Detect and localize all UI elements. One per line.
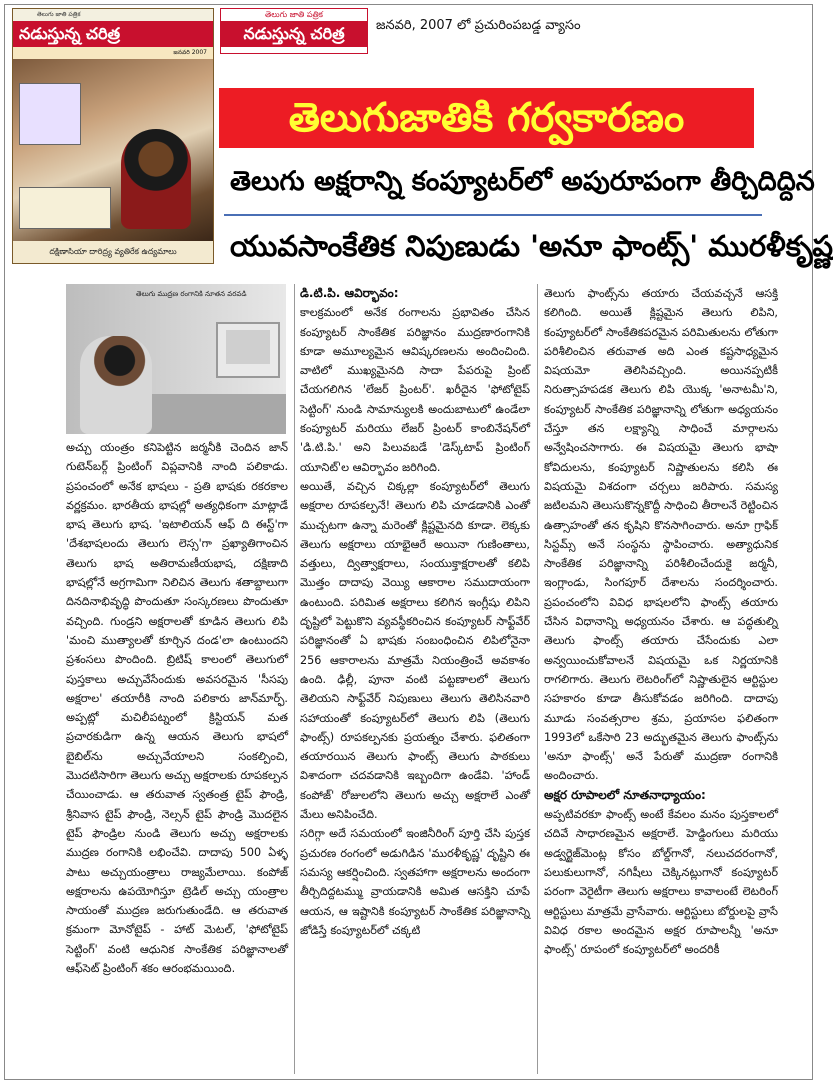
column2-paragraph-3: సరిగ్గా అదే సమయంలో ఇంజినీరింగ్ పూర్తి చేసి పుస్తక ప్రచురణ రంగంలో అడుగిడిన 'మురళీకృష్ణ' దృష్టిని ఈ సమస్య ఆకర్షించింది. స్వతహాగా అక్షరాలను అందంగా తీర్చిదిద్దటమ్ము వ్రాయడానికి అమిత ఆసక్తిని చూపే ఆయన, ఆ ఇష్టానికి కంప్యూటర్ సాంకేతిక పరిజ్ఞానాన్ని జోడిస్తే కంప్యూటర్‌లో చక్కటి [300, 827, 530, 937]
masthead-logo [220, 8, 368, 54]
cover-tagline: తెలుగు జాతి పత్రిక [13, 9, 213, 21]
portrait-figure [80, 336, 152, 434]
divider-rule [224, 214, 762, 216]
article-column-2 [300, 284, 530, 1074]
subheadline-1: తెలుగు అక్షరాన్ని కంప్యూటర్‌లో అపురూపంగా తీర్చిదిద్దిన [230, 166, 815, 197]
headline-banner: తెలుగుజాతికి గర్వకారణం [219, 88, 754, 148]
cover-inset-panel [19, 83, 81, 145]
computer-monitor [216, 322, 280, 378]
cover-date: జనవరి 2007 [13, 47, 213, 59]
subheadline-2: యువసాంకేతిక నిపుణుడు 'అనూ ఫాంట్స్' మురళీకృష్ణ [230, 229, 833, 263]
article-photo [66, 284, 286, 434]
magazine-cover [12, 8, 214, 264]
column2-paragraph-2: అయితే, వచ్చిన చిక్కల్లా కంప్యూటర్‌లో తెలుగు అక్షరాల రూపకల్పనే! తెలుగు లిపి చూడడానికి ఎంతో ముచ్చటగా ఉన్నా మరెంతో క్లిష్టమైనది కూడా. లెక్కకు తెలుగు అక్షరాలు యాభైఆరే అయినా గుణింతాలు, వత్తులు, ద్విత్వాక్షరాలు, సంయుక్తాక్షరాలతో కలిపి మొత్తం దాదాపు వెయ్యి ఆకారాల సముదాయంగా ఉంటుంది. పరిమిత అక్షరాలు కలిగిన ఇంగ్లీషు లిపిని దృష్టిలో పెట్టుకొని వ్యవస్థీకరించిన కంప్యూటర్ సాఫ్ట్‌వేర్ పరిజ్ఞానంతో ఏ భాషకు సంబంధించిన లిపిలోనైనా 256 ఆకారాలను మాత్రమే నియంత్రించే అవకాశం ఉంది. ఢిల్లీ, పూనా వంటి పట్టణాలలో తెలుగు తెలియని సాఫ్ట్‌వేర్ నిపుణులు తెలుగు తెలిసినవారి సహాయంతో కంప్యూటర్‌లో తెలుగు లిపి (తెలుగు ఫాంట్స్) రూపకల్పనకు ప్రయత్నం చేశారు. ఫలితంగా తయారయిన తెలుగు ఫాంట్స్ తెలుగు పాఠకులు విశాదంగా చదవడానికి ఇబ్బందిగా ఉండేవి. 'హాండ్ కంపోజ్' రోజులలోని తెలుగు అచ్చు అక్షరాలే ఎంతో మేలు అనిపించేది. [300, 479, 530, 822]
column-divider-2 [537, 284, 538, 1074]
column2-paragraph-1: కాలక్రమంలో అనేక రంగాలను ప్రభావితం చేసిన కంప్యూటర్ సాంకేతిక పరిజ్ఞానం ముద్రణారంగానికి కూడా అమూల్యమైన ఆవిష్కరణలను అందించింది. వాటిలో ముఖ్యమైనది సాదా పేపరుపై ప్రింట్ చేయగలిగిన 'లేజర్ ప్రింటర్'. ఖరీదైన 'ఫోటోటైప్ సెట్టింగ్' నుండి సామాన్యులకి అందుబాటులో ఉండేలా కంప్యూటర్ మరియు లేజర్ ప్రింటర్ కాంబినేషన్‌లో 'డి.టి.పి.' అని పిలువబడే 'డెస్క్‌టాప్ ప్రింటింగ్ యూనిట్'ల ఆవిర్భావం జరిగింది. [300, 306, 530, 474]
desk [146, 394, 286, 434]
column-divider-1 [294, 284, 295, 1074]
masthead-tagline: తెలుగు జాతి పత్రిక [265, 10, 323, 19]
cover-photo [13, 59, 213, 241]
article-column-1 [66, 438, 288, 1074]
cover-masthead: నడుస్తున్న చరిత్ర [13, 21, 213, 47]
publication-note: జనవరి, 2007 లో ప్రచురింపబడ్డ వ్యాసం [376, 18, 581, 33]
column2-heading: డి.టి.పి. ఆవిర్భావం: [300, 286, 399, 300]
column3-heading: అక్షర రూపాలలో నూతనాధ్యాయం: [544, 787, 706, 802]
column3-paragraph-2: అప్పటివరకూ ఫాంట్స్ అంటే కేవలం మనం పుస్తకాలలో చదివే సాధారణమైన అక్షరాలే. హెడ్డింగులు మరియు అడ్వర్టైజ్‌మెంట్ల కోసం బోల్డ్‌గానో, నలుచదరంగానో, పలుకులుగానో, నగిషీలు చెక్కినట్లుగానో కంప్యూటర్ పరంగా వెరైటీగా తెలుగు అక్షరాలు కావాలంటే లెటరింగ్ ఆర్టిస్టులు మాత్రమే వ్రాసేవారు. ఆర్టిస్టులు బోర్డులపై వ్రాసే వివిధ రకాల అందమైన అక్షర రూపాలన్నీ 'అనూ ఫాంట్స్' రూపంలో కంప్యూటర్‌లో అందరికీ [544, 808, 778, 957]
column1-paragraph-1: అచ్చు యంత్రం కనిపెట్టిన జర్మనీకి చెందిన జాన్ గుటెన్‌బర్గ్ ప్రింటింగ్ విప్లవానికి నాంది పలికాడు. ప్రపంచంలో అనేక భాషలు - ప్రతి భాషకు రకరకాల వర్ణక్రమం. భారతీయ భాషల్లో అత్యధికంగా మాట్లాడే భాష తెలుగు భాష. 'ఇటాలియన్ ఆఫ్ ది ఈస్ట్'గా 'దేశభాషలందు తెలుగు లెస్స'గా ప్రఖ్యాతిగాంచిన తెలుగు భాష అతిరామణీయభాష, దక్షిణాది భాషల్లోనే అగ్రగామిగా నిలిచిన తెలుగు శతాబ్దాలుగా దినదినాభివృద్ధి పొందుతూ సంస్కరణలు పొందుతూ వచ్చింది. గుండ్రని అక్షరాలతో కూడిన తెలుగు లిపి 'మంచి ముత్యాలతో కూర్చిన దండ'లా ఉంటుందని ప్రశంసలు పొందింది. బ్రిటిష్ కాలంలో తెలుగులో పుస్తకాలు అచ్చువేసేందుకు అవసరమైన 'సీసపు అక్షరాల' తయారీకి నాంది పలికారు జాన్‌మార్ఫ్. అప్పట్లో మచిలీపట్నంలో క్రిస్టియన్ మత ప్రచారకుడిగా ఉన్న ఆయన తెలుగు భాషలో బైబిల్‌ను అచ్చువేయాలని సంకల్పించి, మొదటిసారిగా తెలుగు అచ్చు అక్షరాలకు రూపకల్పన చేయించాడు. ఆ తరువాత స్వతంత్ర టైప్ ఫౌండ్రి, శ్రీనివాస టైప్ ఫౌండ్రి, నెల్సన్ టైప్ ఫౌండ్రి మొదలైన టైప్ ఫౌండ్రిల నుండి తెలుగు అచ్చు అక్షరాలకు ముద్రణ రంగానికి లభించేవి. దాదాపు 500 ఏళ్ళ పాటు అచ్చుయంత్రాలు రాజ్యమేలాయి. కంపోజ్ అక్షరాలను ఉపయోగిస్తూ ట్రెడిల్ అచ్చు యంత్రాల సాయంతో ముద్రణ జరుగుతుండేది. ఆ తరువాత క్రమంగా మోనోటైప్ - హాట్ మెటల్, 'ఫోటోటైప్ సెట్టింగ్' వంటి ఆధునిక సాంకేతిక పరిజ్ఞానాలతో ఆఫ్‌సెట్ ప్రింటింగ్ శకం ఆరంభమయింది. [66, 441, 288, 976]
column3-paragraph-1: తెలుగు ఫాంట్స్‌ను తయారు చేయవచ్చనే ఆసక్తి కలిగింది. అయితే క్లిష్టమైన తెలుగు లిపిని, కంప్యూటర్‌లో సాంకేతికపరమైన పరిమితులను లోతుగా పరిశీలించిన తరువాత అది ఎంత కష్టసాధ్యమైన విషయమో తెలిసివచ్చింది. అయినప్పటికీ నిరుత్సాహపడక తెలుగు లిపి యొక్క 'అనాటమీ'ని, కంప్యూటర్ సాంకేతిక పరిజ్ఞానాన్ని లోతుగా అధ్యయనం చేస్తూ తన లక్ష్యాన్ని సాధించే మార్గాలను అన్వేషించసాగారు. ఈ విషయమై తెలుగు భాషా కోవిదులను, కంప్యూటర్ నిష్ణాతులను కలిసి ఈ విషయమై విశదంగా చర్చలు జరిపారు. సమస్య జటిలమని తెలుసుకొన్నకొద్దీ సాధించి తీరాలనే రెట్టించిన ఉత్సాహంతో తన కృషిని కొనసాగించారు. అనూ గ్రాఫిక్ సిస్టమ్స్ అనే సంస్థను స్థాపించారు. అత్యాధునిక సాంకేతిక పరిజ్ఞానాన్ని పరిశీలించేందుకై జర్మనీ, ఇంగ్లాండు, సింగపూర్ దేశాలను సందర్శించారు. ప్రపంచంలోని వివిధ భాషలలోని ఫాంట్స్ తయారు చేసిన విధానాన్ని అధ్యయనం చేశారు. ఆ పద్ధతుల్ని తెలుగు ఫాంట్స్ తయారు చేసేందుకు ఎలా అన్వయించుకోవాలనే విషయమై ఒక నిర్ణయానికి రాగలిగారు. తెలుగు లెటరింగ్‌లో నిష్ణాతులైన ఆర్టిస్టుల సహకారం కూడా తీసుకోవడం జరిగింది. దాదాపు మూడు సంవత్సరాల శ్రమ, ప్రయాసల ఫలితంగా 1993లో ఒకేసారి 23 అద్భుతమైన తెలుగు ఫాంట్స్‌ను 'అనూ ఫాంట్స్' అనే పేరుతో ముద్రణా రంగానికి అందించారు. [544, 287, 778, 783]
cover-bottom-line: దక్షిణాసియా దారిద్ర్య వ్యతిరేక ఉద్యమాలు [13, 241, 213, 263]
cover-portrait [121, 129, 191, 229]
photo-caption: తెలుగు ముద్రణ రంగానికి నూతన వరవడి [136, 290, 247, 298]
article-column-3 [544, 284, 778, 1074]
cover-inset-panel-lower [19, 187, 111, 229]
masthead-title: నడుస్తున్న చరిత్ర [221, 21, 367, 47]
